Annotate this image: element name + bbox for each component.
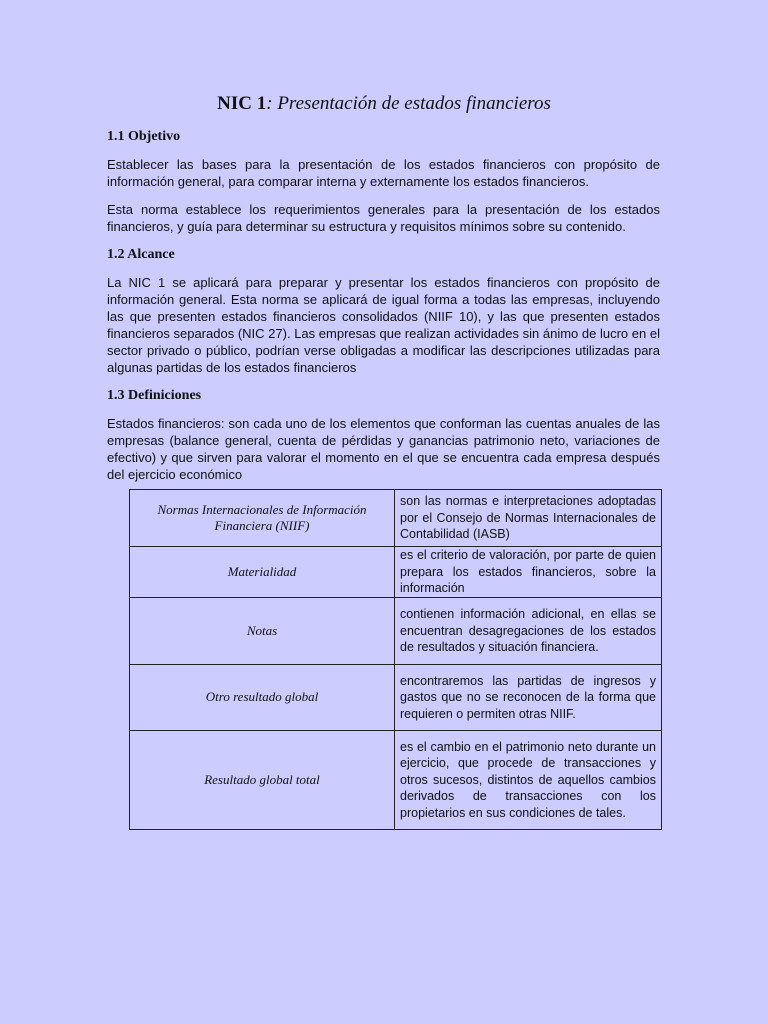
paragraph: La NIC 1 se aplicará para preparar y presentar los estados financieros con propósito de información general. Esta norma se aplicará de igual forma a todas las empresas, incluyendo las que presenten estados financieros consolidados (NIIF 10), y las que presenten estados financieros separados (NIC 27). Las empresas que realizan actividades sin ánimo de lucro en el sector privado o público, podrían verse obligadas a modificar las descripciones utilizadas para algunas partidas de los estados financieros xyxy=(107,275,660,375)
definition-cell: es el criterio de valoración, por parte de quien prepara los estados financieros, sobre la información xyxy=(395,547,662,598)
term-cell: Notas xyxy=(130,598,395,665)
table-row xyxy=(130,598,662,665)
definition-cell: contienen información adicional, en ellas se encuentran desagregaciones de los estados de resultados y situación financiera. xyxy=(395,598,662,665)
term-cell: Otro resultado global xyxy=(130,665,395,731)
term-cell: Resultado global total xyxy=(130,731,395,830)
table-row xyxy=(130,731,662,830)
title-code: NIC 1 xyxy=(217,93,267,114)
definition-cell: son las normas e interpretaciones adoptadas por el Consejo de Normas Internacionales de Contabilidad (IASB) xyxy=(395,490,662,547)
section-heading-definiciones: 1.3 Definiciones xyxy=(107,388,202,403)
title-subtitle: : Presentación de estados financieros xyxy=(266,93,551,114)
paragraph: Establecer las bases para la presentación de los estados financieros con propósito de información general, para comparar interna y externamente los estados financieros. xyxy=(107,157,660,189)
table-row xyxy=(130,490,662,547)
definitions-table xyxy=(129,489,662,830)
term-cell: Materialidad xyxy=(130,547,395,598)
definition-cell: encontraremos las partidas de ingresos y gastos que no se reconocen de la forma que requieren o permiten otras NIIF. xyxy=(395,665,662,731)
paragraph: Estados financieros: son cada uno de los elementos que conforman las cuentas anuales de las empresas (balance general, cuenta de pérdidas y ganancias patrimonio neto, variaciones de efectivo) y que sirven para valorar el momento en el que se encuentra cada empresa después del ejercicio económico xyxy=(107,416,660,482)
table-row xyxy=(130,547,662,598)
section-heading-alcance: 1.2 Alcance xyxy=(107,247,175,262)
definition-cell: es el cambio en el patrimonio neto durante un ejercicio, que procede de transacciones y otros sucesos, distintos de aquellos cambios derivados de transacciones con los propietarios en sus condiciones de tales. xyxy=(395,731,662,830)
document-title xyxy=(0,92,768,116)
document-body xyxy=(107,128,660,830)
paragraph: Esta norma establece los requerimientos generales para la presentación de los estados financieros, y guía para determinar su estructura y requisitos mínimos sobre su contenido. xyxy=(107,202,660,234)
term-cell: Normas Internacionales de Información Financiera (NIIF) xyxy=(130,490,395,547)
section-heading-objetivo: 1.1 Objetivo xyxy=(107,129,181,144)
table-row xyxy=(130,665,662,731)
